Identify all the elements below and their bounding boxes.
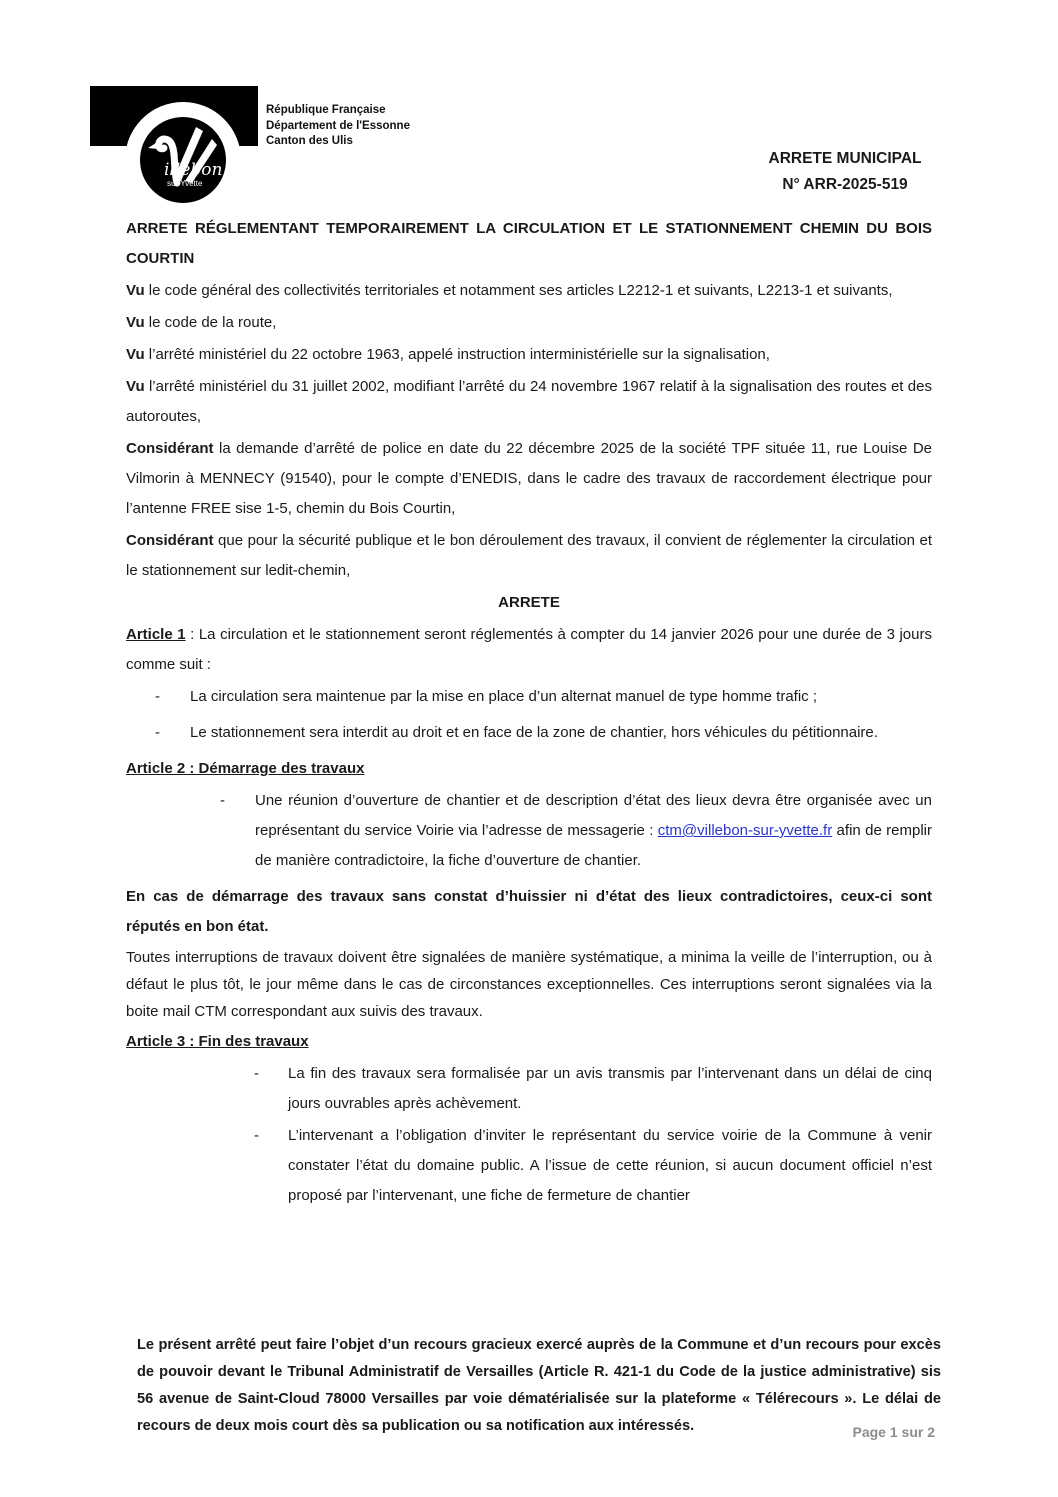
article1-bullet-1	[126, 682, 932, 712]
swan-icon	[140, 117, 226, 203]
recital-text: que pour la sécurité publique et le bon déroulement des travaux, il convient de réglementer la circulation et le stationnement sur ledit-chemin,	[126, 532, 932, 579]
article3-bullet-1	[126, 1059, 932, 1119]
recital-lead: Vu	[126, 346, 145, 363]
article1-bullet-2	[126, 718, 932, 748]
bullet-text: La circulation sera maintenue par la mise en place d’un alternat manuel de type homme trafic ;	[190, 688, 818, 705]
recital-text: le code général des collectivités territoriales et notamment ses articles L2212-1 et suivants, L2213-1 et suivants,	[144, 282, 893, 299]
recital-lead: Vu	[126, 314, 145, 331]
region-line-canton: Canton des Ulis	[266, 135, 353, 147]
article1-paragraph	[126, 620, 932, 680]
article2-bullet-after: afin de remplir de manière contradictoire, la fiche d’ouverture de chantier.	[255, 822, 932, 869]
page-title: ARRETE RÉGLEMENTANT TEMPORAIREMENT LA CIRCULATION ET LE STATIONNEMENT CHEMIN DU BOIS COURTIN	[126, 220, 932, 267]
article2-bold-note: En cas de démarrage des travaux sans constat d’huissier ni d’état des lieux contradictoires, ceux-ci sont réputés en bon état.	[126, 888, 932, 935]
article2-heading: Article 2 : Démarrage des travaux	[126, 760, 365, 777]
recital-text: le code de la route,	[144, 314, 277, 331]
recital-text: l’arrêté ministériel du 31 juillet 2002, modifiant l’arrêté du 24 novembre 1967 relatif à la signalisation des routes et des autoroutes,	[126, 378, 932, 425]
legal-recourse-footer: Le présent arrêté peut faire l’objet d’un recours gracieux exercé auprès de la Commune et d’un recours pour excès de pouvoir devant le Tribunal Administratif de Versailles (Article R. 421-1 du Code de la justice administrative) sis 56 avenue de Saint-Cloud 78000 Versailles par voie dématérialisée sur la plateforme « Télérecours ». Le délai de recours de deux mois court dès sa publication ou sa notification aux intéressés.	[137, 1337, 941, 1434]
logo-sub-text: sur Yvette	[167, 179, 203, 188]
recital-text: l’arrêté ministériel du 22 octobre 1963, appelé instruction interministérielle sur la signalisation,	[144, 346, 770, 363]
bullet-dash: -	[254, 1127, 259, 1144]
recital-considerant-1	[126, 434, 932, 524]
city-logo	[140, 117, 226, 203]
bullet-dash: -	[220, 792, 225, 809]
article3-heading: Article 3 : Fin des travaux	[126, 1033, 309, 1050]
document-body	[126, 214, 932, 1328]
logo-script-text: illebon	[164, 160, 223, 180]
bullet-dash: -	[254, 1065, 259, 1082]
recital-text: la demande d’arrêté de police en date du 22 décembre 2025 de la société TPF située 11, rue Louise De Vilmorin à MENNECY (91540), pour le compte d’ENEDIS, dans le cadre des travaux de raccordement électrique pour l’antenne FREE sise 1-5, chemin du Bois Courtin,	[126, 440, 932, 517]
article2-note: Toutes interruptions de travaux doivent être signalées de manière systématique, a minima la veille de l’interruption, ou à défaut le plus tôt, le jour même dans le cas de circonstances exceptionnelles. Ces interruptions seront signalées via la boite mail CTM correspondant aux suivis des travaux.	[126, 949, 932, 1020]
region-line-republique: République Française	[266, 104, 386, 116]
arrete-heading: ARRETE	[498, 594, 560, 611]
article1-label: Article 1	[126, 626, 186, 643]
region-line-departement: Département de l'Essonne	[266, 119, 410, 132]
recital-vu-2	[126, 308, 932, 338]
bullet-text: L’intervenant a l’obligation d’inviter le représentant du service voirie de la Commune à venir constater l’état du domaine public. A l’issue de cette réunion, si aucun document officiel n’est proposé par l’intervenant, une fiche de fermeture de chantier	[288, 1127, 932, 1204]
article1-text: : La circulation et le stationnement seront réglementés à compter du 14 janvier 2026 pour une durée de 3 jours comme suit :	[126, 626, 932, 673]
page-number-label: Page 1 sur 2	[852, 1424, 935, 1440]
bullet-text: Le stationnement sera interdit au droit et en face de la zone de chantier, hors véhicules du pétitionnaire.	[190, 724, 878, 741]
recital-lead: Considérant	[126, 532, 214, 549]
bullet-dash: -	[155, 724, 160, 741]
recital-vu-1	[126, 276, 932, 306]
document-type: ARRETE MUNICIPAL	[768, 150, 922, 167]
article2-bullet	[126, 786, 932, 876]
ctm-email-link[interactable]: ctm@villebon-sur-yvette.fr	[657, 822, 833, 839]
bullet-text: La fin des travaux sera formalisée par un avis transmis par l’intervenant dans un délai de cinq jours ouvrables après achèvement.	[288, 1065, 932, 1112]
bullet-dash: -	[155, 688, 160, 705]
recital-considerant-2	[126, 526, 932, 586]
recital-vu-3	[126, 340, 932, 370]
document-id-block	[715, 146, 975, 198]
recital-lead: Vu	[126, 282, 145, 299]
recital-lead: Vu	[126, 378, 145, 395]
recital-lead: Considérant	[126, 440, 214, 457]
administrative-region-block	[266, 103, 410, 150]
article2-bullet-before: Une réunion d’ouverture de chantier et de description d’état des lieux devra être organisée avec un représentant du service Voirie via l’adresse de messagerie :	[255, 792, 932, 839]
document-number: N° ARR-2025-519	[782, 176, 908, 193]
recital-vu-4	[126, 372, 932, 432]
article3-bullet-2	[126, 1121, 932, 1211]
